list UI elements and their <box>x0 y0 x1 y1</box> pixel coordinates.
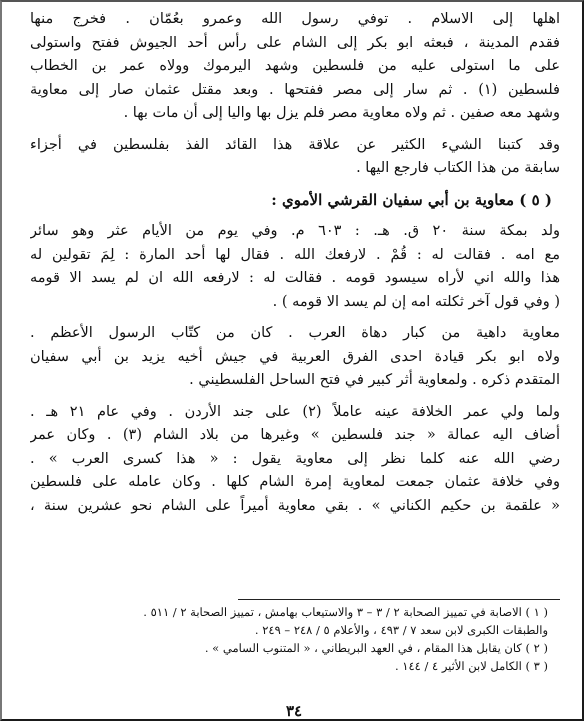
text-line: ولد بمكة سنة ٢٠ ق. هـ. : ٦٠٣ م. وفي يوم من الأيام عثر وهو سائر <box>30 223 560 239</box>
text-line: ولاه ابو بكر قيادة احدى الفرق العربية في جيش أخيه يزيد بن أبي سفيان <box>30 348 560 365</box>
text-line: المتقدم ذكره . ولمعاوية أثر كبير في فتح الساحل الفلسطيني . <box>189 372 560 388</box>
text-line: سابقة من هذا الكتاب فارجع اليها . <box>356 160 560 176</box>
text-line: معاوية داهية من كبار دهاة العرب . كان من كتّاب الرسول الأعظم . <box>30 325 560 341</box>
text-line: وفي خلافة عثمان جمعت لمعاوية إمرة الشام كلها . وكان عامله على فلسطين <box>30 474 560 490</box>
footnote-line: والطبقات الكبرى لابن سعد ٧ / ٤٩٣ ، والأعلام ٥ / ٢٤٨ – ٢٤٩ . <box>254 623 548 637</box>
text-line: ولما ولي عمر الخلافة عينه عاملاً (٢) على جند الأردن . وفي عام ٢١ هـ . <box>30 403 560 420</box>
text-line: على ما استولى عليه من فلسطين وشهد اليرموك وولاه عمر بن الخطاب <box>30 58 560 74</box>
text-line: « علقمة بن حكيم الكناني » . بقي معاوية أميراً على الشام نحو عشرين سنة ، <box>30 497 560 514</box>
page-number: ٣٤ <box>285 702 303 720</box>
footnote-line: ( ٢ ) كان يقابل هذا المقام ، في العهد البريطاني ، « المتنوب السامي » . <box>204 641 548 655</box>
section-heading: ( ٥ ) معاوية بن أبي سفيان القرشي الأموي : <box>271 190 552 209</box>
text-line: ( وفي قول آخر ثكلته امه إن لم يسد الا قومه ) . <box>272 293 560 310</box>
text-line: رضي الله عنه كلما نظر إلى معاوية يقول : « هذا كسرى العرب » . <box>30 450 560 467</box>
page-body <box>30 8 560 518</box>
footnote-line: ( ١ ) الاصابة في تمييز الصحابة ٢ / ٣ – ٣ والاستيعاب بهامش ، تمييز الصحابة ٢ / ٥١١ . <box>143 605 548 619</box>
paragraph-2 <box>30 134 560 181</box>
text-line: اهلها إلى الاسلام . توفي رسول الله وعمرو بعُمّان . فخرج منها <box>30 11 560 27</box>
text-line: أضاف اليه عمالة « جند فلسطين » وغيرها من بلاد الشام (٣) . وكان عمر <box>30 427 560 443</box>
footnote-line: ( ٣ ) الكامل لابن الأثير ٤ / ١٤٤ . <box>394 659 548 673</box>
text-line: وقد كتبنا الشيء الكثير عن علاقة هذا القائد الفذ بفلسطين في أجزاء <box>30 136 560 153</box>
paragraph-1 <box>30 8 560 126</box>
text-line: فقدم المدينة ، فبعثه ابو بكر إلى الشام على رأس أحد الجيوش ففتح واستولى <box>30 34 560 51</box>
footnote-divider <box>238 599 560 600</box>
paragraph-3 <box>30 220 560 314</box>
text-line: مع امه . فقالت له : قُمْ . لارفعك الله . فقال لها أحد المارة : لِمَ تقولين له <box>30 246 560 263</box>
paragraph-5 <box>30 401 560 519</box>
text-line: فلسطين (١) . ثم سار إلى مصر ففتحها . وبعد مقتل عثمان صار إلى معاوية <box>30 81 560 98</box>
paragraph-4 <box>30 322 560 393</box>
footnotes <box>30 603 552 675</box>
text-line: هذا والله اني لأراه سيسود قومه . فقالت له : لارفعه الله ان لم يسد الا قومه <box>30 270 560 286</box>
text-line: وشهد معه صفين . ثم ولاه معاوية مصر فلم يزل بها واليا إلى أن مات بها . <box>123 105 560 121</box>
